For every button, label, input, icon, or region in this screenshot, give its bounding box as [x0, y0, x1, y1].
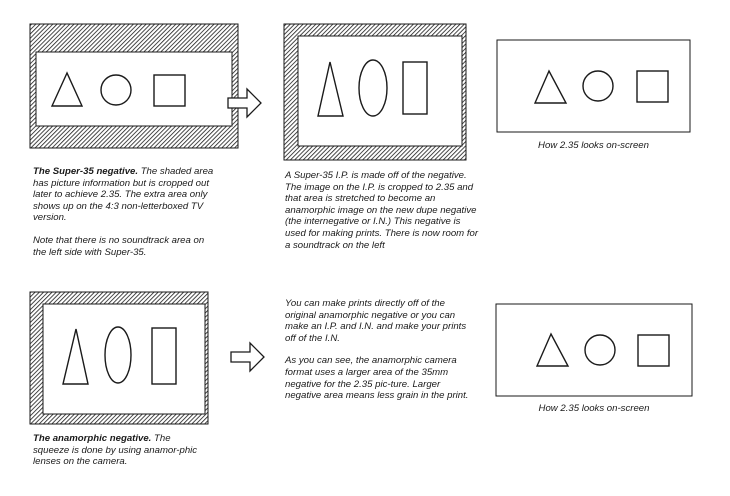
onscreen-caption-top: How 2.35 looks on-screen [538, 140, 649, 151]
super35-caption-body: The shaded area has picture information but is cropped out later to achieve 2.35. The extra area only shows up on the 4:3 non-letterboxed TV version. [33, 166, 214, 224]
interpositive-caption [285, 170, 480, 251]
onscreen-frame-bottom [496, 304, 692, 396]
anamorphic-negative-frame [30, 292, 208, 424]
anamorphic-caption-body: The squeeze is done by using anamor-phic lenses on the camera. [33, 433, 198, 468]
super35-negative-frame [30, 24, 238, 148]
internegative-frame [284, 24, 466, 160]
onscreen-caption-bottom: How 2.35 looks on-screen [538, 403, 650, 414]
anamorphic-caption-title: The anamorphic negative. [33, 433, 152, 444]
prints-caption-para1: You can make prints directly off of the original anamorphic negative or you can make an I.P. and I.N. and make your prints off of the I.N. [285, 298, 467, 344]
onscreen-frame-top [497, 40, 690, 132]
interpositive-caption-body: A Super-35 I.P. is made off of the negative. The image on the I.P. is cropped to 2.35 and that area is stretched to become an anamorphic image on the new dupe negative (the internegative or I.N.) This negative is used for making prints. There is now room for a soundtrack on the left [285, 170, 479, 251]
anamorphic-caption [33, 433, 201, 468]
super35-caption-title: The Super-35 negative. [33, 166, 139, 177]
super35-caption-note: Note that there is no soundtrack area on the left side with Super-35. [33, 234, 205, 258]
arrow-right-icon [231, 343, 264, 371]
prints-caption-para2: As you can see, the anamorphic camera format uses a larger area of the 35mm negative for the 2.35 pic-ture. Larger negative area means less grain in the print. [285, 355, 469, 402]
super35-caption [33, 166, 217, 258]
prints-caption [285, 298, 475, 402]
